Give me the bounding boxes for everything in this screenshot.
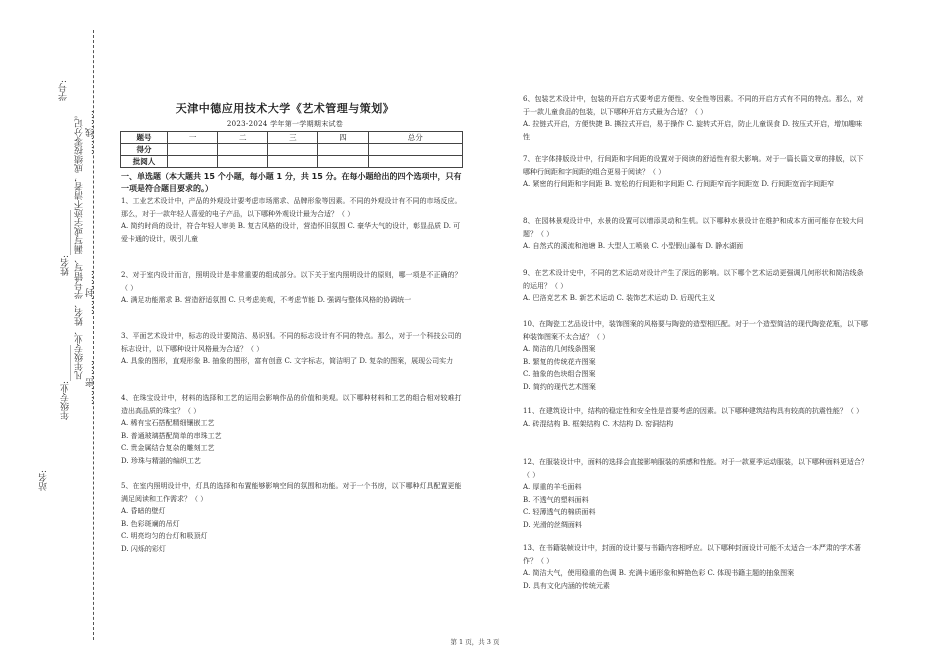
question-10 — [523, 318, 868, 393]
question-13 — [523, 542, 868, 592]
section-header: 一、单选题（本大题共 15 个小题，每小题 1 分，共 15 分。在每小题给出的四个选项中，只有一项是符合题目要求的。） — [121, 172, 462, 193]
question-7 — [523, 153, 868, 191]
question-option: B. 色彩斑斓的吊灯 — [121, 519, 180, 528]
question-option: A. 稀有宝石搭配精细镶嵌工艺 — [121, 419, 215, 427]
station-label: 站名: — [39, 470, 49, 492]
score-cell — [168, 144, 218, 156]
seal-line-mark: ……线…… — [86, 110, 96, 155]
question-option: A. 砖混结构 B. 框架结构 C. 木结构 D. 窑洞结构 — [523, 419, 674, 428]
score-header-cell: 四 — [318, 132, 368, 144]
grader-row — [121, 156, 463, 168]
seal-mark: ……封…… — [86, 270, 96, 315]
score-header-cell: 二 — [218, 132, 268, 144]
question-option: B. 繁复的传统花卉图案 — [523, 357, 596, 366]
question-stem: 9、在艺术设计史中，不同的艺术运动对设计产生了深远的影响。以下哪个艺术运动更强调几何形状和简洁线条的运用？（ ） — [523, 269, 864, 290]
question-5 — [121, 480, 466, 555]
question-4 — [121, 392, 466, 467]
question-option: A. 拉链式开启，方便快捷 B. 撕拉式开启，易于操作 C. 旋转式开启，防止儿童误食 D. 按压式开启，增加趣味性 — [523, 120, 863, 141]
score-header-cell: 一 — [168, 132, 218, 144]
secret-mark: ……密…… — [86, 360, 96, 405]
question-option: C. 轻薄透气的棉质面料 — [523, 508, 596, 516]
question-stem: 7、在字体排版设计中，行间距和字间距的设置对于阅读的舒适性有很大影响。对于一篇长篇文章的排版，以下哪种行间距和字间距的组合更易于阅读？（ ） — [523, 155, 864, 176]
question-option: B. 不透气的塑料面料 — [523, 495, 589, 504]
score-header-cell: 三 — [268, 132, 318, 144]
score-cell — [268, 144, 318, 156]
question-option: A. 简洁大气，使用稳重的色调 B. 充满卡通形象和鲜艳色彩 C. 体现书籍主题的抽象图案 — [523, 569, 795, 577]
question-stem: 11、在建筑设计中，结构的稳定性和安全性是首要考虑的因素。以下哪种建筑结构具有较高的抗震性能？（ ） — [523, 407, 864, 415]
question-option: A. 满足功能需求 B. 营造舒适氛围 C. 只考虑美观，不考虑节能 D. 强调与整体风格的协调统一 — [121, 296, 412, 304]
grader-cell — [368, 156, 462, 168]
question-stem: 12、在服装设计中，面料的选择会直接影响服装的质感和性能。对于一款夏季运动服装，以下哪种面料更适合？（ ） — [523, 458, 868, 479]
student-id-label: 学号: — [59, 80, 69, 102]
question-stem: 3、平面艺术设计中，标志的设计要简洁、易识别。不同的标志设计有不同的特点。那么，对于一个科技公司的标志设计，以下哪种设计风格最为合适？（ ） — [121, 332, 462, 353]
score-row — [121, 144, 463, 156]
question-option: A. 简约时尚的设计，符合年轻人审美 B. 复古风格的设计，营造怀旧氛围 C. 豪华大气的设计，彰显品质 D. 可爱卡通的设计，吸引儿童 — [121, 222, 461, 243]
question-option: C. 贵金属结合复杂的雕刻工艺 — [121, 444, 215, 452]
question-6 — [523, 93, 868, 143]
question-option: A. 巴洛克艺术 B. 新艺术运动 C. 装饰艺术运动 D. 后现代主义 — [523, 294, 716, 302]
question-2 — [121, 269, 466, 307]
question-option: A. 简洁的几何线条图案 — [523, 345, 596, 353]
question-stem: 4、在珠宝设计中，材料的选择和工艺的运用会影响作品的价值和美观。以下哪种材料和工艺的组合相对较难打造出高品质的珠宝？（ ） — [121, 394, 462, 415]
exam-subtitle: 2023-2024 学年第一学期期末试卷 — [226, 120, 344, 128]
grader-cell — [268, 156, 318, 168]
score-cell — [218, 144, 268, 156]
question-11 — [523, 405, 868, 430]
question-option: D. 具有文化内涵的传统元素 — [523, 581, 610, 590]
question-stem: 13、在书籍装帧设计中，封面的设计要与书籍内容相呼应。以下哪种封面设计可能不太适合一本严肃的学术著作？（ ） — [523, 544, 861, 565]
question-stem: 10、在陶瓷工艺品设计中，装饰图案的风格要与陶瓷的造型相匹配。对于一个造型简洁的现代陶瓷花瓶，以下哪种装饰图案不太合适？（ ） — [523, 320, 868, 341]
question-stem: 6、包装艺术设计中，包装的开启方式要考虑方便性、安全性等因素。不同的开启方式有不同的特点。那么，对于一款儿童食品的包装，以下哪种开启方式最为合适？（ ） — [523, 95, 864, 116]
score-cell — [318, 144, 368, 156]
question-option: A. 自然式的溪流和池塘 B. 大型人工喷泉 C. 小型假山瀑布 D. 静水湖面 — [523, 242, 744, 250]
question-option: D. 珍珠与精湛的编织工艺 — [121, 456, 201, 465]
score-cell — [368, 144, 462, 156]
grader-cell — [218, 156, 268, 168]
question-3 — [121, 330, 466, 368]
score-header-cell: 总分 — [368, 132, 462, 144]
question-stem: 2、对于室内设计而言，照明设计是非常重要的组成部分。以下关于室内照明设计的原则，哪一项是不正确的？（ ） — [121, 271, 462, 292]
question-8 — [523, 215, 868, 253]
question-stem: 5、在室内照明设计中，灯具的选择和布置能够影响空间的氛围和功能。对于一个书房，以下哪种灯具配置更能满足阅读和工作需求？（ ） — [121, 482, 462, 503]
grade-major-label: 年级专业:________ — [61, 345, 71, 421]
grader-cell — [318, 156, 368, 168]
question-stem: 1、工业艺术设计中，产品的外观设计要考虑市场需求、品牌形象等因素。不同的外观设计有不同的市场反应。那么，对于一款年轻人喜爱的电子产品，以下哪种外观设计最为合适？（ ） — [121, 197, 462, 218]
exam-title: 天津中德应用技术大学《艺术管理与策划》 — [175, 102, 395, 115]
question-option: A. 具象的图形，直观形象 B. 抽象的图形，富有创意 C. 文字标志，简洁明了 D. 复杂的图案，展现公司实力 — [121, 357, 454, 365]
score-table — [120, 131, 463, 168]
question-option: A. 厚重的羊毛面料 — [523, 483, 582, 491]
exam-notice: 凡年级专业、姓名、学号错写、漏写或字迹不清者，成绩按零分记。 — [75, 110, 85, 380]
grader-row-label: 批阅人 — [121, 156, 168, 168]
question-option: D. 闪烁的彩灯 — [121, 544, 166, 553]
page-footer: 第 1 页，共 3 页 — [450, 638, 500, 646]
score-table-header-row — [121, 132, 463, 144]
name-label: 姓名:__________ — [61, 210, 71, 277]
question-option: A. 紧密的行间距和字间距 B. 宽松的行间距和字间距 C. 行间距窄而字间距宽 D. 行间距宽而字间距窄 — [523, 180, 835, 188]
question-option: A. 昏暗的壁灯 — [121, 507, 166, 515]
question-1 — [121, 195, 466, 245]
question-option: B. 普通玻璃搭配简单的串珠工艺 — [121, 431, 222, 440]
question-stem: 8、在园林景观设计中，水景的设置可以增添灵动和生机。以下哪种水景设计在维护和成本方面可能存在较大问题？（ ） — [523, 217, 864, 238]
question-option: C. 明亮均匀的台灯和吸顶灯 — [121, 532, 208, 540]
question-12 — [523, 456, 868, 531]
question-option: C. 抽象的色块组合图案 — [523, 370, 596, 378]
question-option: D. 光滑的丝绸面料 — [523, 520, 582, 529]
score-header-cell: 题号 — [121, 132, 168, 144]
question-9 — [523, 267, 868, 305]
question-option: D. 简约的现代艺术图案 — [523, 382, 596, 391]
score-row-label: 得分 — [121, 144, 168, 156]
grader-cell — [168, 156, 218, 168]
